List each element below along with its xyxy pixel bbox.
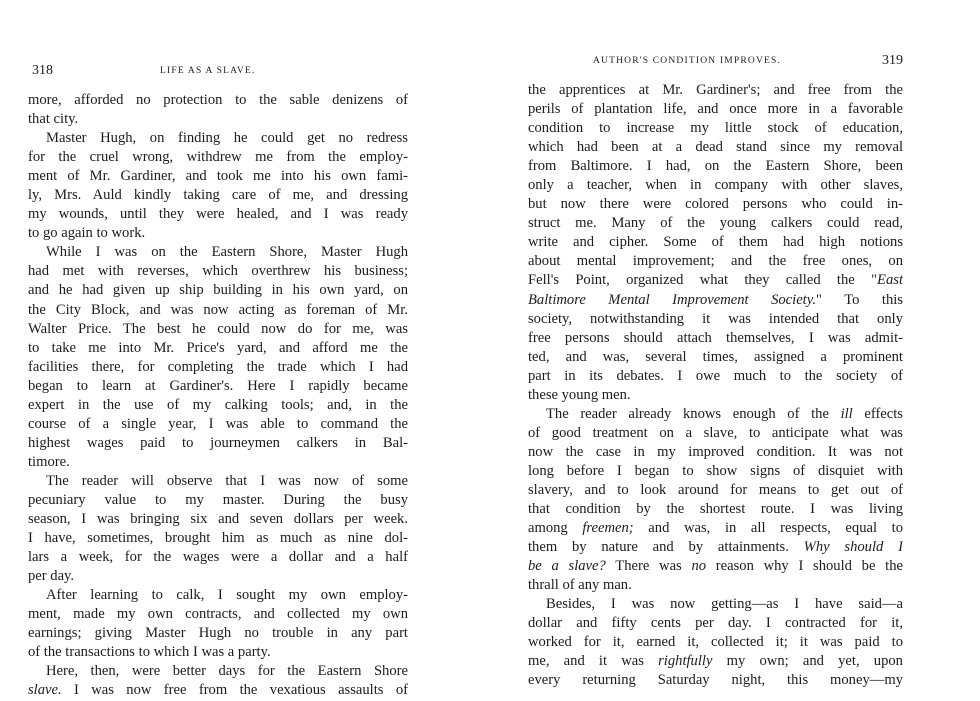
text-segment: write and cipher. Some of them had high notions bbox=[528, 234, 903, 251]
text-segment: pecuniary value to my master. During the busy bbox=[28, 491, 408, 508]
text-segment: Besides, I was now getting—as I have said—a bbox=[546, 596, 903, 613]
text-line bbox=[528, 614, 903, 633]
text-segment: which had been at a dead stand since my removal bbox=[528, 139, 903, 156]
page-number: 319 bbox=[882, 53, 903, 68]
text-line bbox=[28, 529, 408, 548]
text-line bbox=[28, 472, 408, 491]
text-line bbox=[28, 243, 408, 262]
text-line bbox=[528, 443, 903, 462]
text-segment: from Baltimore. I had, on the Eastern Shore, been bbox=[528, 158, 903, 175]
running-head-title: LIFE AS A SLAVE. bbox=[160, 66, 256, 76]
text-line bbox=[528, 176, 903, 195]
text-line bbox=[528, 214, 903, 233]
text-line bbox=[528, 633, 903, 652]
text-line bbox=[528, 500, 903, 519]
text-segment: part in its debates. I owe much to the society of bbox=[528, 367, 903, 384]
text-segment: timore. bbox=[28, 453, 70, 470]
text-segment: among bbox=[528, 520, 583, 537]
text-segment: While I was on the Eastern Shore, Master Hugh bbox=[46, 244, 408, 261]
text-line bbox=[28, 281, 408, 300]
text-line bbox=[28, 129, 408, 148]
text-line bbox=[528, 291, 903, 310]
text-line bbox=[28, 91, 408, 110]
text-segment: season, I was bringing six and seven dollars per week. bbox=[28, 511, 408, 528]
text-segment: began to learn at Gardiner's. Here I rapidly became bbox=[28, 377, 408, 394]
text-segment: thrall of any man. bbox=[528, 577, 632, 594]
text-segment: " To this bbox=[816, 291, 903, 308]
text-segment: course of a single year, I was able to command the bbox=[28, 415, 408, 432]
text-line bbox=[528, 671, 903, 690]
text-segment: to go again to work. bbox=[28, 225, 146, 242]
text-line bbox=[28, 643, 408, 662]
text-line bbox=[28, 662, 408, 681]
page-number: 318 bbox=[32, 63, 53, 78]
text-line bbox=[528, 138, 903, 157]
text-segment: of the transactions to which I was a party. bbox=[28, 644, 271, 661]
italic-text: rightfully bbox=[658, 653, 713, 670]
italic-text: freemen; bbox=[582, 520, 634, 537]
text-line bbox=[28, 339, 408, 358]
text-segment: about mental improvement; and the free ones, on bbox=[528, 253, 903, 270]
italic-text: East bbox=[877, 272, 903, 289]
text-line bbox=[528, 329, 903, 348]
text-segment: I have, sometimes, brought him as much as nine dol- bbox=[28, 530, 408, 547]
text-segment: reason why I should be the bbox=[706, 558, 903, 575]
text-segment: Master Hugh, on finding he could get no redress bbox=[46, 130, 408, 147]
running-head-title: AUTHOR'S CONDITION IMPROVES. bbox=[593, 56, 782, 66]
text-segment: condition to increase my little stock of education, bbox=[528, 120, 903, 137]
text-line bbox=[28, 224, 408, 243]
text-segment: After learning to calk, I sought my own employ- bbox=[46, 587, 408, 604]
text-line bbox=[528, 576, 903, 595]
text-segment: had met with reverses, which overthrew his business; bbox=[28, 263, 408, 280]
text-line bbox=[28, 186, 408, 205]
text-line bbox=[28, 415, 408, 434]
text-line bbox=[528, 310, 903, 329]
text-line bbox=[28, 434, 408, 453]
text-line bbox=[528, 157, 903, 176]
text-line bbox=[528, 271, 903, 290]
text-segment: me, and it was bbox=[528, 653, 659, 670]
text-segment: to take me into Mr. Price's yard, and afford me the bbox=[28, 339, 408, 356]
text-segment: but now there were colored persons who could in- bbox=[528, 196, 903, 213]
text-line bbox=[28, 377, 408, 396]
text-segment: lars a week, for the wages were a dollar and a half bbox=[28, 549, 408, 566]
text-line bbox=[28, 358, 408, 377]
text-segment: society, notwithstanding it was intended that only bbox=[528, 310, 903, 327]
text-line bbox=[28, 624, 408, 643]
text-line bbox=[528, 652, 903, 671]
text-segment: The reader will observe that I was now of some bbox=[46, 472, 408, 489]
text-segment: more, afforded no protection to the sable denizens of bbox=[28, 92, 408, 108]
text-segment: There was bbox=[605, 558, 692, 575]
text-line bbox=[28, 148, 408, 167]
text-segment: and was, in all respects, equal to bbox=[633, 520, 903, 537]
text-line bbox=[528, 405, 903, 424]
text-line bbox=[528, 233, 903, 252]
text-segment: Here, then, were better days for the Eastern Shore bbox=[46, 663, 408, 680]
text-segment: The reader already knows enough of the bbox=[546, 405, 841, 422]
text-line bbox=[528, 252, 903, 271]
text-segment: ment, made my own contracts, and collected my own bbox=[28, 606, 408, 623]
text-segment: and he had given up ship building in his own yard, on bbox=[28, 282, 408, 299]
text-segment: long before I began to show signs of disquiet with bbox=[528, 462, 903, 479]
text-segment: of good treatment on a slave, to anticipate what was bbox=[528, 424, 903, 441]
text-line bbox=[28, 262, 408, 281]
text-segment: every returning Saturday night, this money—my bbox=[528, 672, 903, 689]
text-segment: facilities there, for completing the trade which I had bbox=[28, 358, 408, 375]
text-line bbox=[528, 81, 903, 100]
text-segment: for the cruel wrong, withdrew me from the employ- bbox=[28, 149, 408, 166]
text-line bbox=[28, 396, 408, 415]
text-segment: Fell's Point, organized what they called the " bbox=[528, 272, 878, 289]
text-line bbox=[28, 586, 408, 605]
text-segment: worked for it, earned it, collected it; it was paid to bbox=[528, 634, 903, 651]
text-segment: them by nature and by attainments. bbox=[528, 539, 804, 556]
text-line bbox=[528, 367, 903, 386]
text-line bbox=[528, 100, 903, 119]
italic-text: slave. bbox=[28, 682, 62, 699]
text-segment: ment of Mr. Gardiner, and took me into his own fami- bbox=[28, 168, 408, 185]
body-text bbox=[528, 81, 903, 691]
text-line bbox=[28, 110, 408, 129]
text-segment: ted, and was, several times, assigned a prominent bbox=[528, 348, 903, 365]
text-segment: per day. bbox=[28, 568, 75, 585]
text-line bbox=[28, 453, 408, 472]
text-line bbox=[28, 548, 408, 567]
text-segment: expert in the use of my calking tools; and, in the bbox=[28, 396, 408, 413]
text-line bbox=[28, 167, 408, 186]
text-line bbox=[528, 195, 903, 214]
text-line bbox=[528, 519, 903, 538]
italic-text: be a slave? bbox=[528, 558, 606, 575]
italic-text: ill bbox=[840, 405, 853, 422]
text-segment: earnings; giving Master Hugh no trouble in any part bbox=[28, 625, 408, 642]
text-line bbox=[28, 320, 408, 339]
italic-text: Why should I bbox=[803, 539, 903, 556]
text-segment: effects bbox=[852, 405, 903, 422]
text-line bbox=[528, 557, 903, 576]
text-segment: the City Block, and was now acting as foreman of Mr. bbox=[28, 301, 408, 318]
text-line bbox=[528, 348, 903, 367]
text-segment: highest wages paid to journeymen calkers in Bal- bbox=[28, 434, 408, 451]
text-segment: dollar and fifty cents per day. I contracted for it, bbox=[528, 615, 903, 632]
running-head bbox=[528, 53, 903, 69]
text-segment: struct me. Many of the young calkers could read, bbox=[528, 215, 903, 232]
body-text bbox=[28, 91, 408, 701]
text-segment: ly, Mrs. Auld kindly taking care of me, and dressing bbox=[28, 187, 408, 204]
italic-text: Baltimore Mental Improvement Society. bbox=[528, 291, 817, 308]
text-segment: that condition by the shortest route. I was living bbox=[528, 501, 903, 518]
text-line bbox=[28, 491, 408, 510]
running-head bbox=[28, 63, 408, 79]
text-segment: my own; and yet, upon bbox=[712, 653, 903, 670]
text-line bbox=[528, 386, 903, 405]
text-line bbox=[528, 481, 903, 500]
text-line bbox=[28, 510, 408, 529]
text-segment: free persons should attach themselves, I was admit- bbox=[528, 329, 903, 346]
text-line bbox=[28, 567, 408, 586]
text-line bbox=[28, 681, 408, 700]
text-line bbox=[528, 595, 903, 614]
text-segment: the apprentices at Mr. Gardiner's; and free from the bbox=[528, 82, 903, 98]
text-segment: only a teacher, when in company with other slaves, bbox=[528, 177, 903, 194]
text-line bbox=[528, 119, 903, 138]
text-segment: slavery, and to look around for means to get out of bbox=[528, 481, 903, 498]
text-segment: now the case in my improved condition. It was not bbox=[528, 443, 903, 460]
text-line bbox=[28, 301, 408, 320]
text-segment: my wounds, until they were healed, and I was ready bbox=[28, 206, 408, 223]
text-segment: Walter Price. The best he could now do for me, was bbox=[28, 320, 408, 337]
text-line bbox=[28, 205, 408, 224]
text-segment: perils of plantation life, and once more in a favorable bbox=[528, 101, 903, 118]
text-segment: these young men. bbox=[528, 386, 631, 403]
italic-text: no bbox=[691, 558, 707, 575]
text-line bbox=[528, 538, 903, 557]
text-segment: I was now free from the vexatious assaults of bbox=[61, 682, 408, 699]
text-line bbox=[528, 424, 903, 443]
text-line bbox=[28, 605, 408, 624]
text-line bbox=[528, 462, 903, 481]
text-segment: that city. bbox=[28, 111, 79, 128]
